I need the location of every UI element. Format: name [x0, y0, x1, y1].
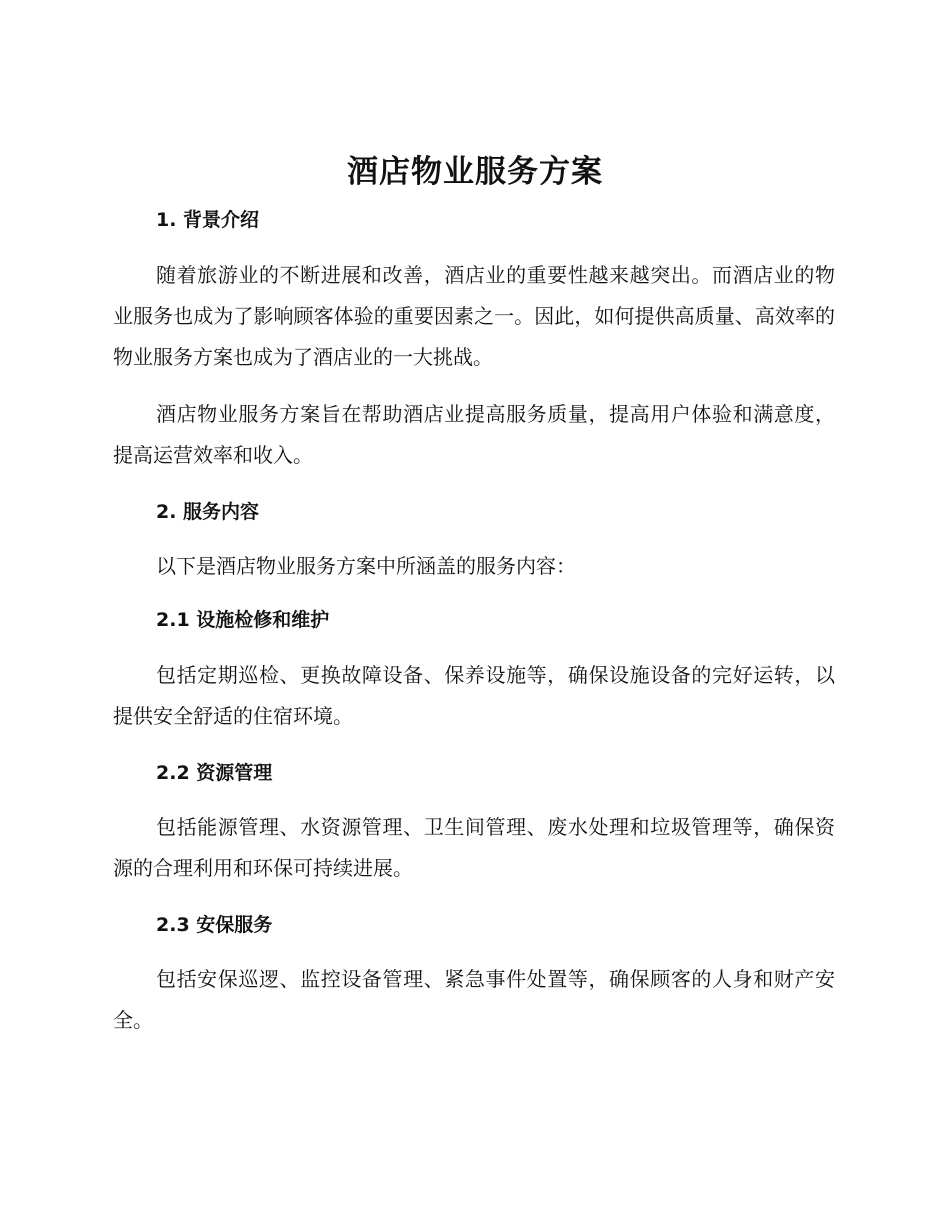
paragraph-resource-management: 包括能源管理、水资源管理、卫生间管理、废水处理和垃圾管理等，确保资源的合理利用和环保可持续进展。	[113, 815, 835, 880]
section-heading-background: 1. 背景介绍	[156, 209, 260, 231]
section-heading-security-service: 2.3 安保服务	[156, 914, 273, 936]
paragraph-background-1: 随着旅游业的不断进展和改善，酒店业的重要性越来越突出。而酒店业的物业服务也成为了影响顾客体验的重要因素之一。因此，如何提供高质量、高效率的物业服务方案也成为了酒店业的一大挑战。	[113, 263, 835, 369]
document-title: 酒店物业服务方案	[347, 154, 603, 190]
paragraph-security-service: 包括安保巡逻、监控设备管理、紧急事件处置等，确保顾客的人身和财产安全。	[113, 967, 835, 1032]
paragraph-background-2: 酒店物业服务方案旨在帮助酒店业提高服务质量，提高用户体验和满意度，提高运营效率和收入。	[113, 402, 835, 467]
section-heading-resource-management: 2.2 资源管理	[156, 762, 273, 784]
paragraph-service-content: 以下是酒店物业服务方案中所涵盖的服务内容：	[156, 554, 576, 578]
paragraph-facility-maintenance: 包括定期巡检、更换故障设备、保养设施等，确保设施设备的完好运转，以提供安全舒适的住宿环境。	[113, 663, 835, 728]
section-heading-service-content: 2. 服务内容	[156, 501, 260, 523]
section-heading-facility-maintenance: 2.1 设施检修和维护	[156, 609, 330, 631]
